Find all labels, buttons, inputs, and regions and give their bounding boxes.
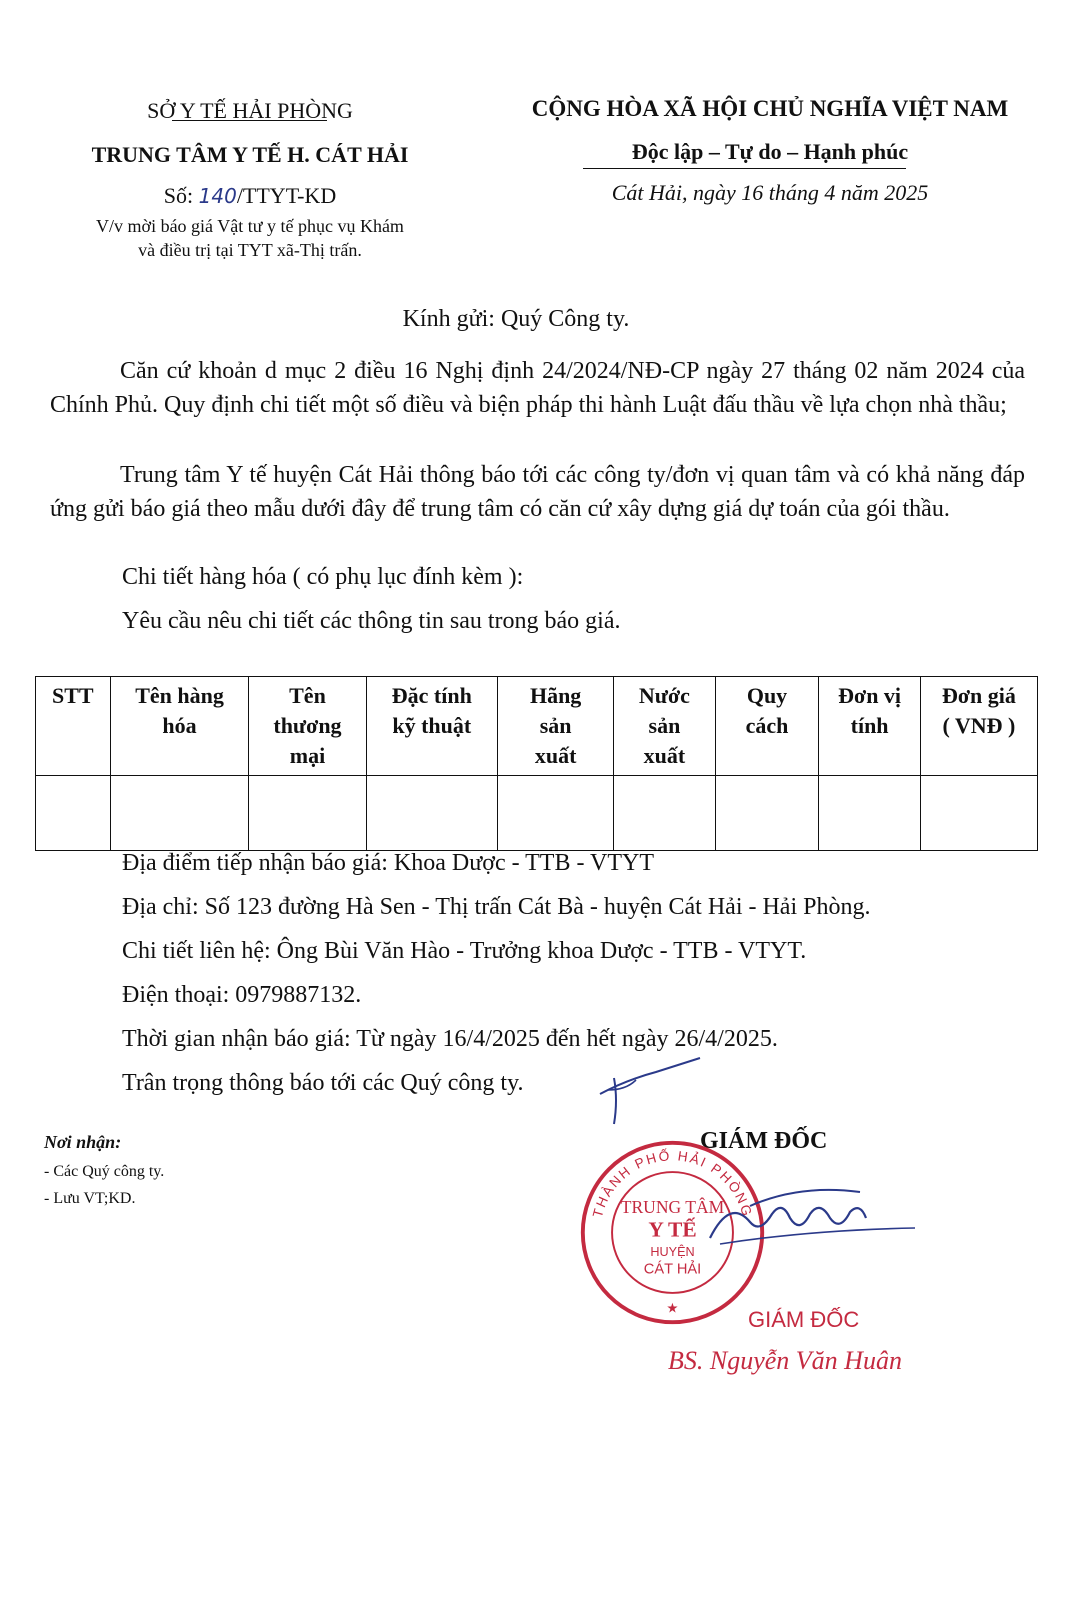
header-text: Đặc tính	[391, 683, 472, 708]
notice-paragraph: Trung tâm Y tế huyện Cát Hải thông báo tới các công ty/đơn vị quan tâm và có khả năng đáp ứng gửi báo giá theo mẫu dưới đây để trung tâm có căn cứ xây dựng giá dự toán của gói thầu.	[50, 462, 1025, 522]
header-text: hóa	[162, 713, 197, 738]
header-text: STT	[52, 683, 94, 708]
header-trade-name	[249, 677, 366, 776]
director-signature	[690, 1178, 920, 1258]
table-cell	[366, 776, 498, 851]
header-left-rule	[172, 120, 327, 121]
motto: Độc lập – Tự do – Hạnh phúc	[631, 139, 909, 164]
department-name: SỞ Y TẾ HẢI PHÒNG	[147, 98, 353, 123]
table-cell	[498, 776, 614, 851]
header-unit	[819, 677, 921, 776]
salutation: Kính gửi: Quý Công ty.	[402, 306, 630, 332]
header-text: Nước	[638, 683, 690, 708]
nation-title: CỘNG HÒA XÃ HỘI CHỦ NGHĨA VIỆT NAM	[531, 96, 1009, 121]
quote-template-table	[35, 676, 1038, 851]
receiving-location: Địa điểm tiếp nhận báo giá: Khoa Dược - TTB - VTYT	[122, 850, 655, 876]
stamp-role: GIÁM ĐỐC	[748, 1307, 860, 1332]
header-text: Đơn vị	[838, 683, 902, 708]
header-packaging	[715, 677, 819, 776]
header-text: xuất	[534, 743, 577, 768]
goods-detail-line: Chi tiết hàng hóa ( có phụ lục đính kèm ):	[122, 564, 524, 590]
subject-line-1: V/v mời báo giá Vật tư y tế phục vụ Khám	[96, 216, 404, 236]
seal-center-line2: Y TẾ	[648, 1217, 697, 1242]
table-cell	[36, 776, 111, 851]
header-specs	[366, 677, 498, 776]
seal-center-line1: TRUNG TÂM	[620, 1197, 725, 1217]
header-text: cách	[745, 713, 789, 738]
header-text: sản	[648, 713, 681, 738]
center-name: TRUNG TÂM Y TẾ H. CÁT HẢI	[91, 142, 409, 167]
header-text: xuất	[643, 743, 686, 768]
initial-signature	[596, 1050, 706, 1130]
seal-top-text: THÀNH PHỐ HẢI PHÒNG	[589, 1148, 756, 1220]
header-unit-price	[920, 677, 1037, 776]
legal-basis-paragraph: Căn cứ khoản d mục 2 điều 16 Nghị định 24/2024/NĐ-CP ngày 27 tháng 02 năm 2024 của Chính Phủ. Quy định chi tiết một số điều và biện pháp thi hành Luật đấu thầu về lựa chọn nhà thầu;	[50, 358, 1025, 418]
recipients-title: Nơi nhận:	[44, 1132, 122, 1152]
header-text: Quy	[746, 683, 788, 708]
number-prefix: Số:	[163, 183, 199, 208]
request-line: Yêu cầu nêu chi tiết các thông tin sau trong báo giá.	[122, 608, 621, 634]
table-cell	[819, 776, 921, 851]
header-text: Hãng	[529, 683, 582, 708]
table-cell	[614, 776, 716, 851]
header-manufacturer	[498, 677, 614, 776]
subject-line-2: và điều trị tại TYT xã-Thị trấn.	[138, 240, 362, 260]
header-text: Tên hàng	[135, 683, 224, 708]
address: Địa chỉ: Số 123 đường Hà Sen - Thị trấn Cát Bà - huyện Cát Hải - Hải Phòng.	[122, 894, 871, 920]
document-number	[30, 183, 470, 209]
recipient-item: - Lưu VT;KD.	[44, 1190, 136, 1207]
table-cell	[715, 776, 819, 851]
contact-person: Chi tiết liên hệ: Ông Bùi Văn Hào - Trưởng khoa Dược - TTB - VTYT.	[122, 938, 807, 964]
table-header-row	[36, 677, 1038, 776]
motto-underline	[583, 168, 906, 169]
seal-center-line4: CÁT HẢI	[643, 1261, 702, 1278]
number-handwritten: 140	[198, 184, 237, 208]
table-cell	[920, 776, 1037, 851]
header-text: Tên	[289, 683, 326, 708]
recipient-item: - Các Quý công ty.	[44, 1163, 165, 1180]
header-text: Đơn giá	[941, 683, 1016, 708]
table-cell	[110, 776, 249, 851]
table-cell	[249, 776, 366, 851]
header-text: kỹ thuật	[392, 713, 472, 738]
receiving-period: Thời gian nhận báo giá: Từ ngày 16/4/2025 đến hết ngày 26/4/2025.	[122, 1026, 778, 1052]
table-row	[36, 776, 1038, 851]
phone-number: Điện thoại: 0979887132.	[122, 982, 362, 1008]
header-origin	[614, 677, 716, 776]
signer-name: BS. Nguyễn Văn Huân	[668, 1346, 902, 1375]
header-text: thương	[273, 713, 342, 738]
header-product-name	[110, 677, 249, 776]
seal-star: ★	[666, 1300, 679, 1316]
header-text: mại	[289, 743, 326, 768]
number-suffix: /TTYT-KD	[236, 183, 337, 208]
signer-role: GIÁM ĐỐC	[700, 1128, 828, 1154]
issue-date: Cát Hải, ngày 16 tháng 4 năm 2025	[611, 180, 929, 205]
header-text: sản	[539, 713, 572, 738]
seal-center-line3: HUYỆN	[650, 1244, 695, 1259]
header-text: ( VNĐ )	[942, 713, 1016, 738]
header-stt	[36, 677, 111, 776]
header-text: tính	[850, 713, 889, 738]
closing-line: Trân trọng thông báo tới các Quý công ty.	[122, 1070, 524, 1096]
